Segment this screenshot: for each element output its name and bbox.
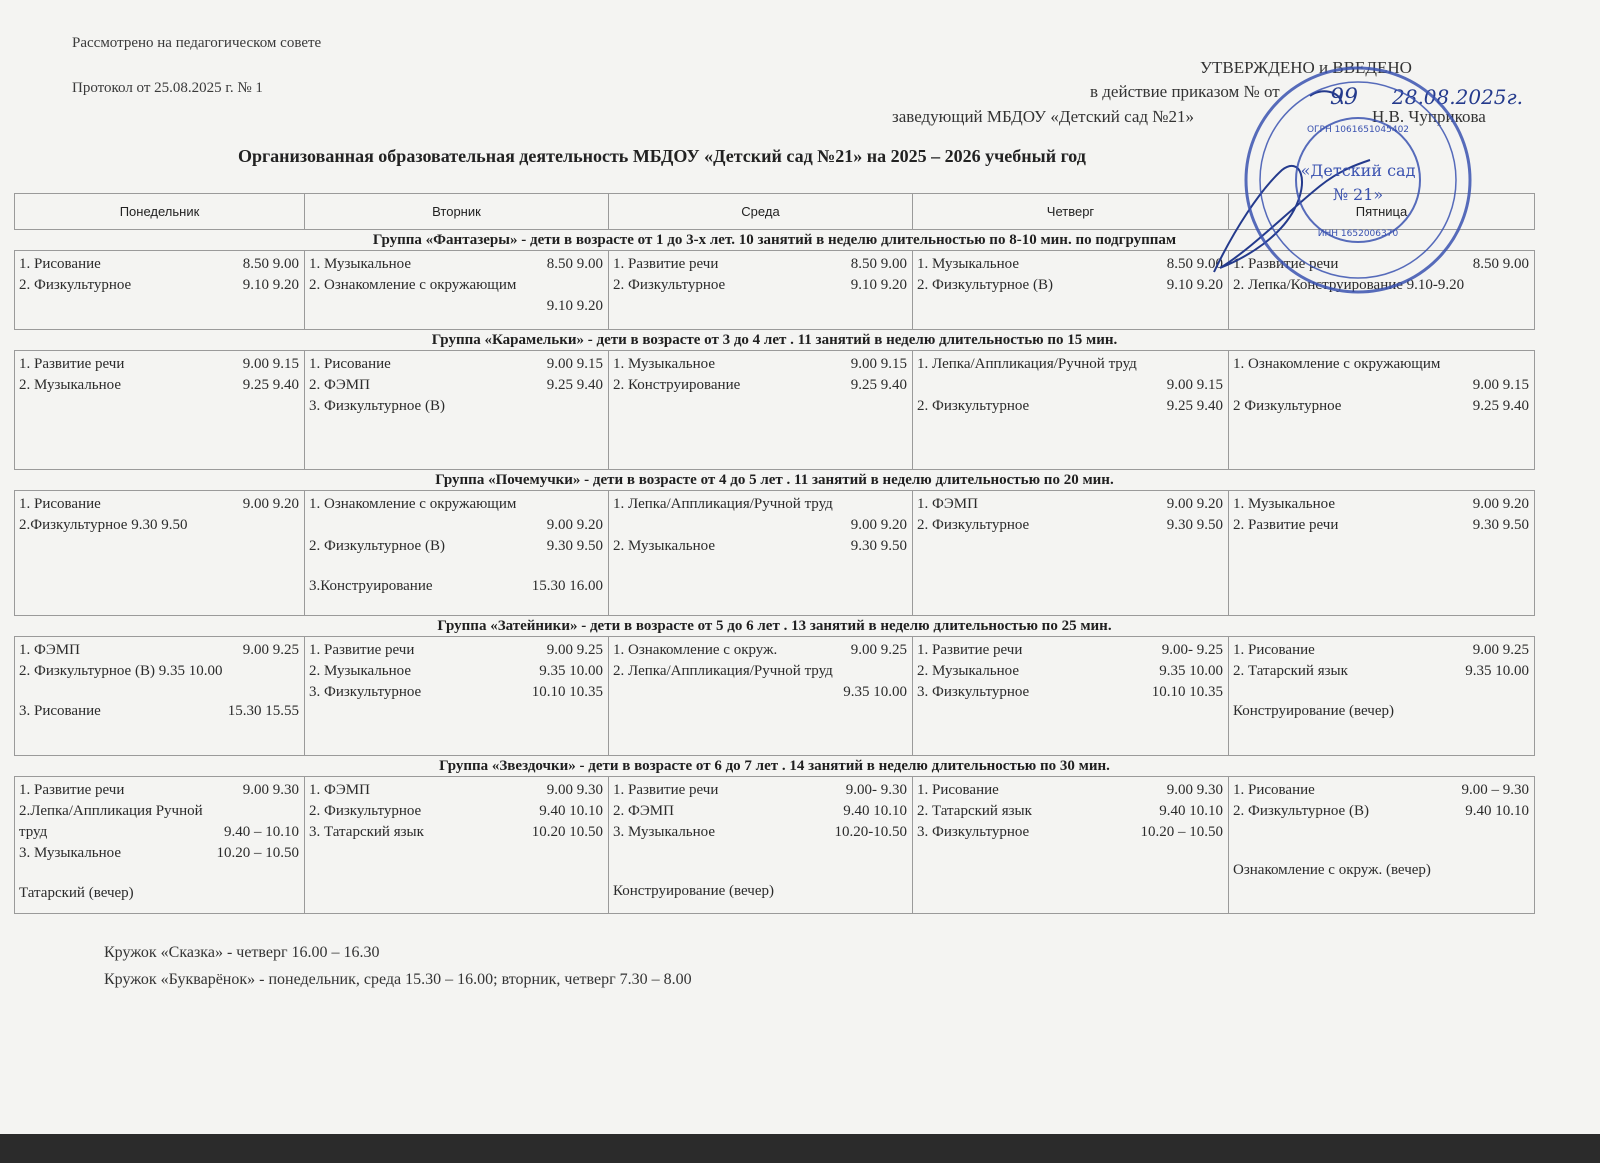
activity-name: 1. Развитие речи xyxy=(613,782,719,798)
group-header-row xyxy=(15,616,1535,637)
activity-name: 1. Рисование xyxy=(19,256,101,272)
activity-line xyxy=(19,375,301,396)
activity-line xyxy=(917,354,1225,375)
cell-gap xyxy=(19,682,301,701)
activity-time: 10.20 – 10.50 xyxy=(1140,824,1223,840)
activity-name: 1. Ознакомление с окружающим xyxy=(1233,356,1441,372)
activity-time: 9.25 9.40 xyxy=(546,377,603,393)
activity-name: 1. Ознакомление с окруж. xyxy=(613,642,778,658)
day-header: Четверг xyxy=(913,194,1229,230)
activity-name: 1. Рисование xyxy=(1233,782,1315,798)
activity-line xyxy=(613,822,909,843)
day-cell xyxy=(609,637,913,756)
activity-time: 9.10 9.20 xyxy=(1166,277,1223,293)
activity-time: 8.50 9.00 xyxy=(1166,256,1223,272)
activity-time: 9.00 9.20 xyxy=(1472,496,1529,512)
activity-name: 2. Физкультурное xyxy=(309,803,422,819)
activity-line xyxy=(613,354,909,375)
activity-name: 2. Лепка/Аппликация/Ручной труд xyxy=(613,663,833,679)
activity-line xyxy=(917,396,1225,417)
activity-line xyxy=(309,801,605,822)
activity-name: 1. Рисование xyxy=(1233,642,1315,658)
activity-name: 2. Музыкальное xyxy=(19,377,122,393)
activity-time: 9.00 9.25 xyxy=(242,642,299,658)
activity-line xyxy=(1233,515,1531,536)
activity-name: 2. ФЭМП xyxy=(613,803,674,819)
club-line-1: Кружок «Сказка» - четверг 16.00 – 16.30 xyxy=(104,944,380,961)
activity-name: 1. Музыкальное xyxy=(1233,496,1336,512)
scan-edge xyxy=(0,1134,1600,1163)
approved-label: УТВЕРЖДЕНО и ВВЕДЕНО xyxy=(1200,58,1412,77)
activity-line xyxy=(309,576,605,597)
order-label: в действие приказом № от xyxy=(1090,82,1280,101)
activity-line xyxy=(917,494,1225,515)
activity-name: 1. Развитие речи xyxy=(917,642,1023,658)
cell-gap xyxy=(1233,822,1531,841)
activity-name: 1. Развитие речи xyxy=(309,642,415,658)
day-cell xyxy=(913,251,1229,330)
activity-name: 3. Физкультурное xyxy=(917,824,1030,840)
activity-time: 9.30 9.50 xyxy=(546,538,603,554)
activity-time: 10.10 10.35 xyxy=(531,684,603,700)
activity-name: 1. Музыкальное xyxy=(917,256,1020,272)
activity-time: 10.20 10.50 xyxy=(531,824,603,840)
activity-line xyxy=(309,640,605,661)
activity-line xyxy=(613,661,909,682)
group-title: Группа «Карамельки» - дети в возрасте от 3 до 4 лет . 11 занятий в неделю длительностью по 15 мин. xyxy=(15,330,1535,351)
activity-line xyxy=(613,494,909,515)
day-header: Понедельник xyxy=(15,194,305,230)
order-date-handwritten: 28.08.2025г. xyxy=(1392,85,1523,109)
group-header-row xyxy=(15,330,1535,351)
day-cell xyxy=(305,251,609,330)
activity-name: 2. Конструирование xyxy=(613,377,741,393)
day-cell xyxy=(609,777,913,914)
day-header: Вторник xyxy=(305,194,609,230)
activity-name: 2. Музыкальное xyxy=(917,663,1020,679)
activity-name: 2.Лепка/Аппликация Ручной xyxy=(19,803,203,819)
activity-name: 1. Музыкальное xyxy=(309,256,412,272)
activity-time: 9.30 9.50 xyxy=(1472,517,1529,533)
activity-time: 9.10 9.20 xyxy=(546,298,603,314)
activity-time: 10.20-10.50 xyxy=(834,824,907,840)
activity-line xyxy=(309,275,605,296)
activity-time: 10.20 – 10.50 xyxy=(216,845,299,861)
activity-time: 9.00 9.15 xyxy=(546,356,603,372)
group-title: Группа «Фантазеры» - дети в возрасте от 1 до 3-х лет. 10 занятий в неделю длительностью по 8-10 мин. по подгруппам xyxy=(15,230,1535,251)
activity-time: 9.30 9.50 xyxy=(850,538,907,554)
activity-time: 9.10 9.20 xyxy=(242,277,299,293)
activity-time: 8.50 9.00 xyxy=(1472,256,1529,272)
activity-name: 3. Музыкальное xyxy=(613,824,716,840)
day-cell xyxy=(305,491,609,616)
group-schedule-row xyxy=(15,491,1535,616)
activity-name: 3. Музыкальное xyxy=(19,845,122,861)
activity-name: 2.Физкультурное 9.30 9.50 xyxy=(19,517,188,533)
head-label: заведующий МБДОУ «Детский сад №21» xyxy=(892,107,1194,126)
activity-time: 9.00 9.25 xyxy=(546,642,603,658)
activity-line xyxy=(19,780,301,801)
activity-line xyxy=(917,780,1225,801)
day-cell xyxy=(913,351,1229,470)
activity-name: 2. Физкультурное xyxy=(613,277,726,293)
activity-line xyxy=(309,354,605,375)
activity-time: 9.00- 9.25 xyxy=(1161,642,1223,658)
activity-line xyxy=(1233,701,1531,722)
activity-name: 1. Развитие речи xyxy=(19,782,125,798)
activity-time: 9.35 10.00 xyxy=(539,663,603,679)
activity-name: 2. Физкультурное xyxy=(19,277,132,293)
activity-time: 9.40 10.10 xyxy=(539,803,603,819)
activity-time: 9.40 10.10 xyxy=(1465,803,1529,819)
stamp-inn: ИНН 1652006370 xyxy=(1317,229,1399,239)
activity-time: 9.25 9.40 xyxy=(1166,398,1223,414)
activity-line xyxy=(613,375,909,396)
activity-line xyxy=(309,780,605,801)
activity-time: 15.30 16.00 xyxy=(531,578,603,594)
day-cell xyxy=(609,351,913,470)
group-schedule-row xyxy=(15,637,1535,756)
activity-name: 1. Рисование xyxy=(309,356,391,372)
group-title: Группа «Звездочки» - дети в возрасте от 6 до 7 лет . 14 занятий в неделю длительностью по 30 мин. xyxy=(15,756,1535,777)
activity-time: 9.00 9.25 xyxy=(1472,642,1529,658)
activity-line xyxy=(19,661,301,682)
activity-time: 9.40 10.10 xyxy=(1159,803,1223,819)
activity-name: 2. Физкультурное (В) xyxy=(1233,803,1369,819)
activity-name: Ознакомление с окруж. (вечер) xyxy=(1233,862,1431,878)
day-cell xyxy=(1229,491,1535,616)
activity-line xyxy=(613,254,909,275)
activity-name: 1. Развитие речи xyxy=(1233,256,1339,272)
activity-line xyxy=(613,881,909,902)
day-cell xyxy=(305,637,609,756)
activity-time: 9.25 9.40 xyxy=(1472,398,1529,414)
activity-line xyxy=(19,354,301,375)
activity-line xyxy=(19,494,301,515)
cell-gap xyxy=(613,862,909,881)
activity-name: 2. Физкультурное xyxy=(917,398,1030,414)
activity-time: 9.00 9.20 xyxy=(546,517,603,533)
day-cell xyxy=(305,351,609,470)
activity-line xyxy=(309,536,605,557)
activity-line xyxy=(1233,780,1531,801)
activity-name: 2. Лепка/Конструирование 9.10-9.20 xyxy=(1233,277,1465,293)
activity-time: 9.00 9.30 xyxy=(546,782,603,798)
group-header-row xyxy=(15,470,1535,491)
activity-time: 9.35 10.00 xyxy=(1465,663,1529,679)
activity-time: 9.00 – 9.30 xyxy=(1461,782,1529,798)
activity-name: 3. Физкультурное xyxy=(309,684,422,700)
activity-line xyxy=(1233,661,1531,682)
cell-gap xyxy=(1233,682,1531,701)
activity-line xyxy=(613,515,909,536)
day-cell xyxy=(1229,777,1535,914)
cell-gap xyxy=(309,557,605,576)
activity-name: 1. Лепка/Аппликация/Ручной труд xyxy=(613,496,833,512)
day-cell xyxy=(15,491,305,616)
activity-name: 1. Музыкальное xyxy=(613,356,716,372)
activity-line xyxy=(1233,375,1531,396)
activity-name: 1. ФЭМП xyxy=(917,496,978,512)
protocol-label: Протокол от 25.08.2025 г. № 1 xyxy=(72,80,263,96)
activity-time: 8.50 9.00 xyxy=(546,256,603,272)
activity-line xyxy=(1233,494,1531,515)
activity-name: Татарский (вечер) xyxy=(19,885,134,901)
activity-name: 2. Развитие речи xyxy=(1233,517,1339,533)
day-cell xyxy=(305,777,609,914)
activity-line xyxy=(917,682,1225,703)
activity-line xyxy=(19,822,301,843)
activity-line xyxy=(19,843,301,864)
activity-time: 9.00 9.20 xyxy=(1166,496,1223,512)
activity-name: 3. Татарский язык xyxy=(309,824,424,840)
activity-name: 3. Рисование xyxy=(19,703,101,719)
activity-line xyxy=(613,536,909,557)
activity-line xyxy=(613,640,909,661)
activity-line xyxy=(309,396,605,417)
day-cell xyxy=(15,251,305,330)
activity-name: 2 Физкультурное xyxy=(1233,398,1342,414)
activity-name: труд xyxy=(19,824,48,840)
day-cell xyxy=(913,491,1229,616)
activity-time: 8.50 9.00 xyxy=(850,256,907,272)
activity-name: 2. ФЭМП xyxy=(309,377,370,393)
activity-line xyxy=(917,254,1225,275)
stamp-center-line2: № 21» xyxy=(1332,185,1384,204)
activity-line xyxy=(19,801,301,822)
activity-time: 9.10 9.20 xyxy=(850,277,907,293)
activity-name: 1. ФЭМП xyxy=(309,782,370,798)
activity-time: 9.35 10.00 xyxy=(1159,663,1223,679)
activity-line xyxy=(1233,396,1531,417)
activity-time: 9.00 9.25 xyxy=(850,642,907,658)
activity-time: 9.00 9.15 xyxy=(1166,377,1223,393)
activity-line xyxy=(309,296,605,317)
activity-line xyxy=(1233,801,1531,822)
cell-gap xyxy=(19,864,301,883)
reviewed-label: Рассмотрено на педагогическом совете xyxy=(72,35,322,51)
activity-line xyxy=(1233,640,1531,661)
activity-line xyxy=(917,375,1225,396)
activity-time: 9.00 9.30 xyxy=(1166,782,1223,798)
activity-time: 9.00 9.15 xyxy=(242,356,299,372)
order-number-handwritten: 99 xyxy=(1330,85,1358,110)
activity-name: 1. Развитие речи xyxy=(19,356,125,372)
activity-name: 2. Физкультурное (В) xyxy=(309,538,445,554)
activity-name: 1. Рисование xyxy=(917,782,999,798)
activity-line xyxy=(309,682,605,703)
activity-line xyxy=(309,254,605,275)
stamp-ogrn: ОГРН 1061651045402 xyxy=(1306,125,1410,135)
activity-name: Конструирование (вечер) xyxy=(1233,703,1394,719)
activity-time: 9.25 9.40 xyxy=(850,377,907,393)
activity-time: 9.40 – 10.10 xyxy=(224,824,299,840)
day-cell xyxy=(913,777,1229,914)
activity-name: 1. ФЭМП xyxy=(19,642,80,658)
activity-line xyxy=(19,275,301,296)
activity-time: 9.00 9.15 xyxy=(850,356,907,372)
activity-time: 9.00- 9.30 xyxy=(845,782,907,798)
day-cell xyxy=(15,351,305,470)
activity-line xyxy=(917,801,1225,822)
activity-line xyxy=(309,515,605,536)
activity-name: 2. Татарский язык xyxy=(917,803,1032,819)
group-title: Группа «Почемучки» - дети в возрасте от 4 до 5 лет . 11 занятий в неделю длительностью по 20 мин. xyxy=(15,470,1535,491)
club-line-2: Кружок «Букварёнок» - понедельник, среда 15.30 – 16.00; вторник, четверг 7.30 – 8.00 xyxy=(104,971,692,988)
activity-name: 2. Музыкальное xyxy=(613,538,716,554)
activity-name: 1. Лепка/Аппликация/Ручной труд xyxy=(917,356,1137,372)
day-cell xyxy=(609,491,913,616)
activity-name: 2. Ознакомление с окружающим xyxy=(309,277,517,293)
activity-time: 9.00 9.15 xyxy=(1472,377,1529,393)
activity-line xyxy=(1233,354,1531,375)
day-cell xyxy=(1229,637,1535,756)
stamp-center-line1: «Детский сад xyxy=(1300,161,1416,180)
activity-line xyxy=(19,701,301,722)
activity-time: 8.50 9.00 xyxy=(242,256,299,272)
activity-line xyxy=(917,275,1225,296)
day-cell xyxy=(609,251,913,330)
day-cell xyxy=(15,777,305,914)
activity-name: 2. Физкультурное (В) 9.35 10.00 xyxy=(19,663,223,679)
activity-line xyxy=(917,661,1225,682)
group-schedule-row xyxy=(15,351,1535,470)
official-stamp xyxy=(1238,60,1478,300)
activity-line xyxy=(917,640,1225,661)
activity-time: 9.30 9.50 xyxy=(1166,517,1223,533)
activity-name: 1. Ознакомление с окружающим xyxy=(309,496,517,512)
activity-time: 10.10 10.35 xyxy=(1151,684,1223,700)
activity-name: 2. Физкультурное (В) xyxy=(917,277,1053,293)
activity-time: 9.40 10.10 xyxy=(843,803,907,819)
activity-time: 15.30 15.55 xyxy=(227,703,299,719)
day-cell xyxy=(15,637,305,756)
day-cell xyxy=(1229,351,1535,470)
activity-name: 3. Физкультурное xyxy=(917,684,1030,700)
day-header: Среда xyxy=(609,194,913,230)
activity-line xyxy=(613,275,909,296)
activity-name: 2. Музыкальное xyxy=(309,663,412,679)
activity-time: 9.25 9.40 xyxy=(242,377,299,393)
activity-line xyxy=(613,801,909,822)
activity-name: 1. Развитие речи xyxy=(613,256,719,272)
activity-name: 3. Физкультурное (В) xyxy=(309,398,445,414)
cell-gap xyxy=(613,843,909,862)
activity-line xyxy=(309,494,605,515)
activity-name: 1. Рисование xyxy=(19,496,101,512)
group-header-row xyxy=(15,756,1535,777)
day-cell xyxy=(913,637,1229,756)
activity-line xyxy=(309,822,605,843)
group-title: Группа «Затейники» - дети в возрасте от 5 до 6 лет . 13 занятий в неделю длительностью по 25 мин. xyxy=(15,616,1535,637)
day-header: Пятница xyxy=(1229,194,1535,230)
activity-time: 9.00 9.20 xyxy=(850,517,907,533)
document-title: Организованная образовательная деятельность МБДОУ «Детский сад №21» на 2025 – 2026 учебный год xyxy=(238,146,1086,166)
activity-time: 9.00 9.20 xyxy=(242,496,299,512)
activity-line xyxy=(917,822,1225,843)
activity-line xyxy=(19,640,301,661)
head-name: Н.В. Чуприкова xyxy=(1372,107,1486,126)
group-schedule-row xyxy=(15,777,1535,914)
activity-name: 3.Конструирование xyxy=(309,578,433,594)
activity-line xyxy=(309,375,605,396)
activity-line xyxy=(19,883,301,904)
activity-name: 2. Татарский язык xyxy=(1233,663,1348,679)
activity-line xyxy=(613,780,909,801)
activity-line xyxy=(309,661,605,682)
activity-time: 9.00 9.30 xyxy=(242,782,299,798)
activity-line xyxy=(613,682,909,703)
activity-line xyxy=(917,515,1225,536)
activity-line xyxy=(1233,860,1531,881)
activity-line xyxy=(19,254,301,275)
activity-name: 2. Физкультурное xyxy=(917,517,1030,533)
activity-line xyxy=(19,515,301,536)
activity-name: Конструирование (вечер) xyxy=(613,883,774,899)
activity-time: 9.35 10.00 xyxy=(843,684,907,700)
cell-gap xyxy=(1233,841,1531,860)
